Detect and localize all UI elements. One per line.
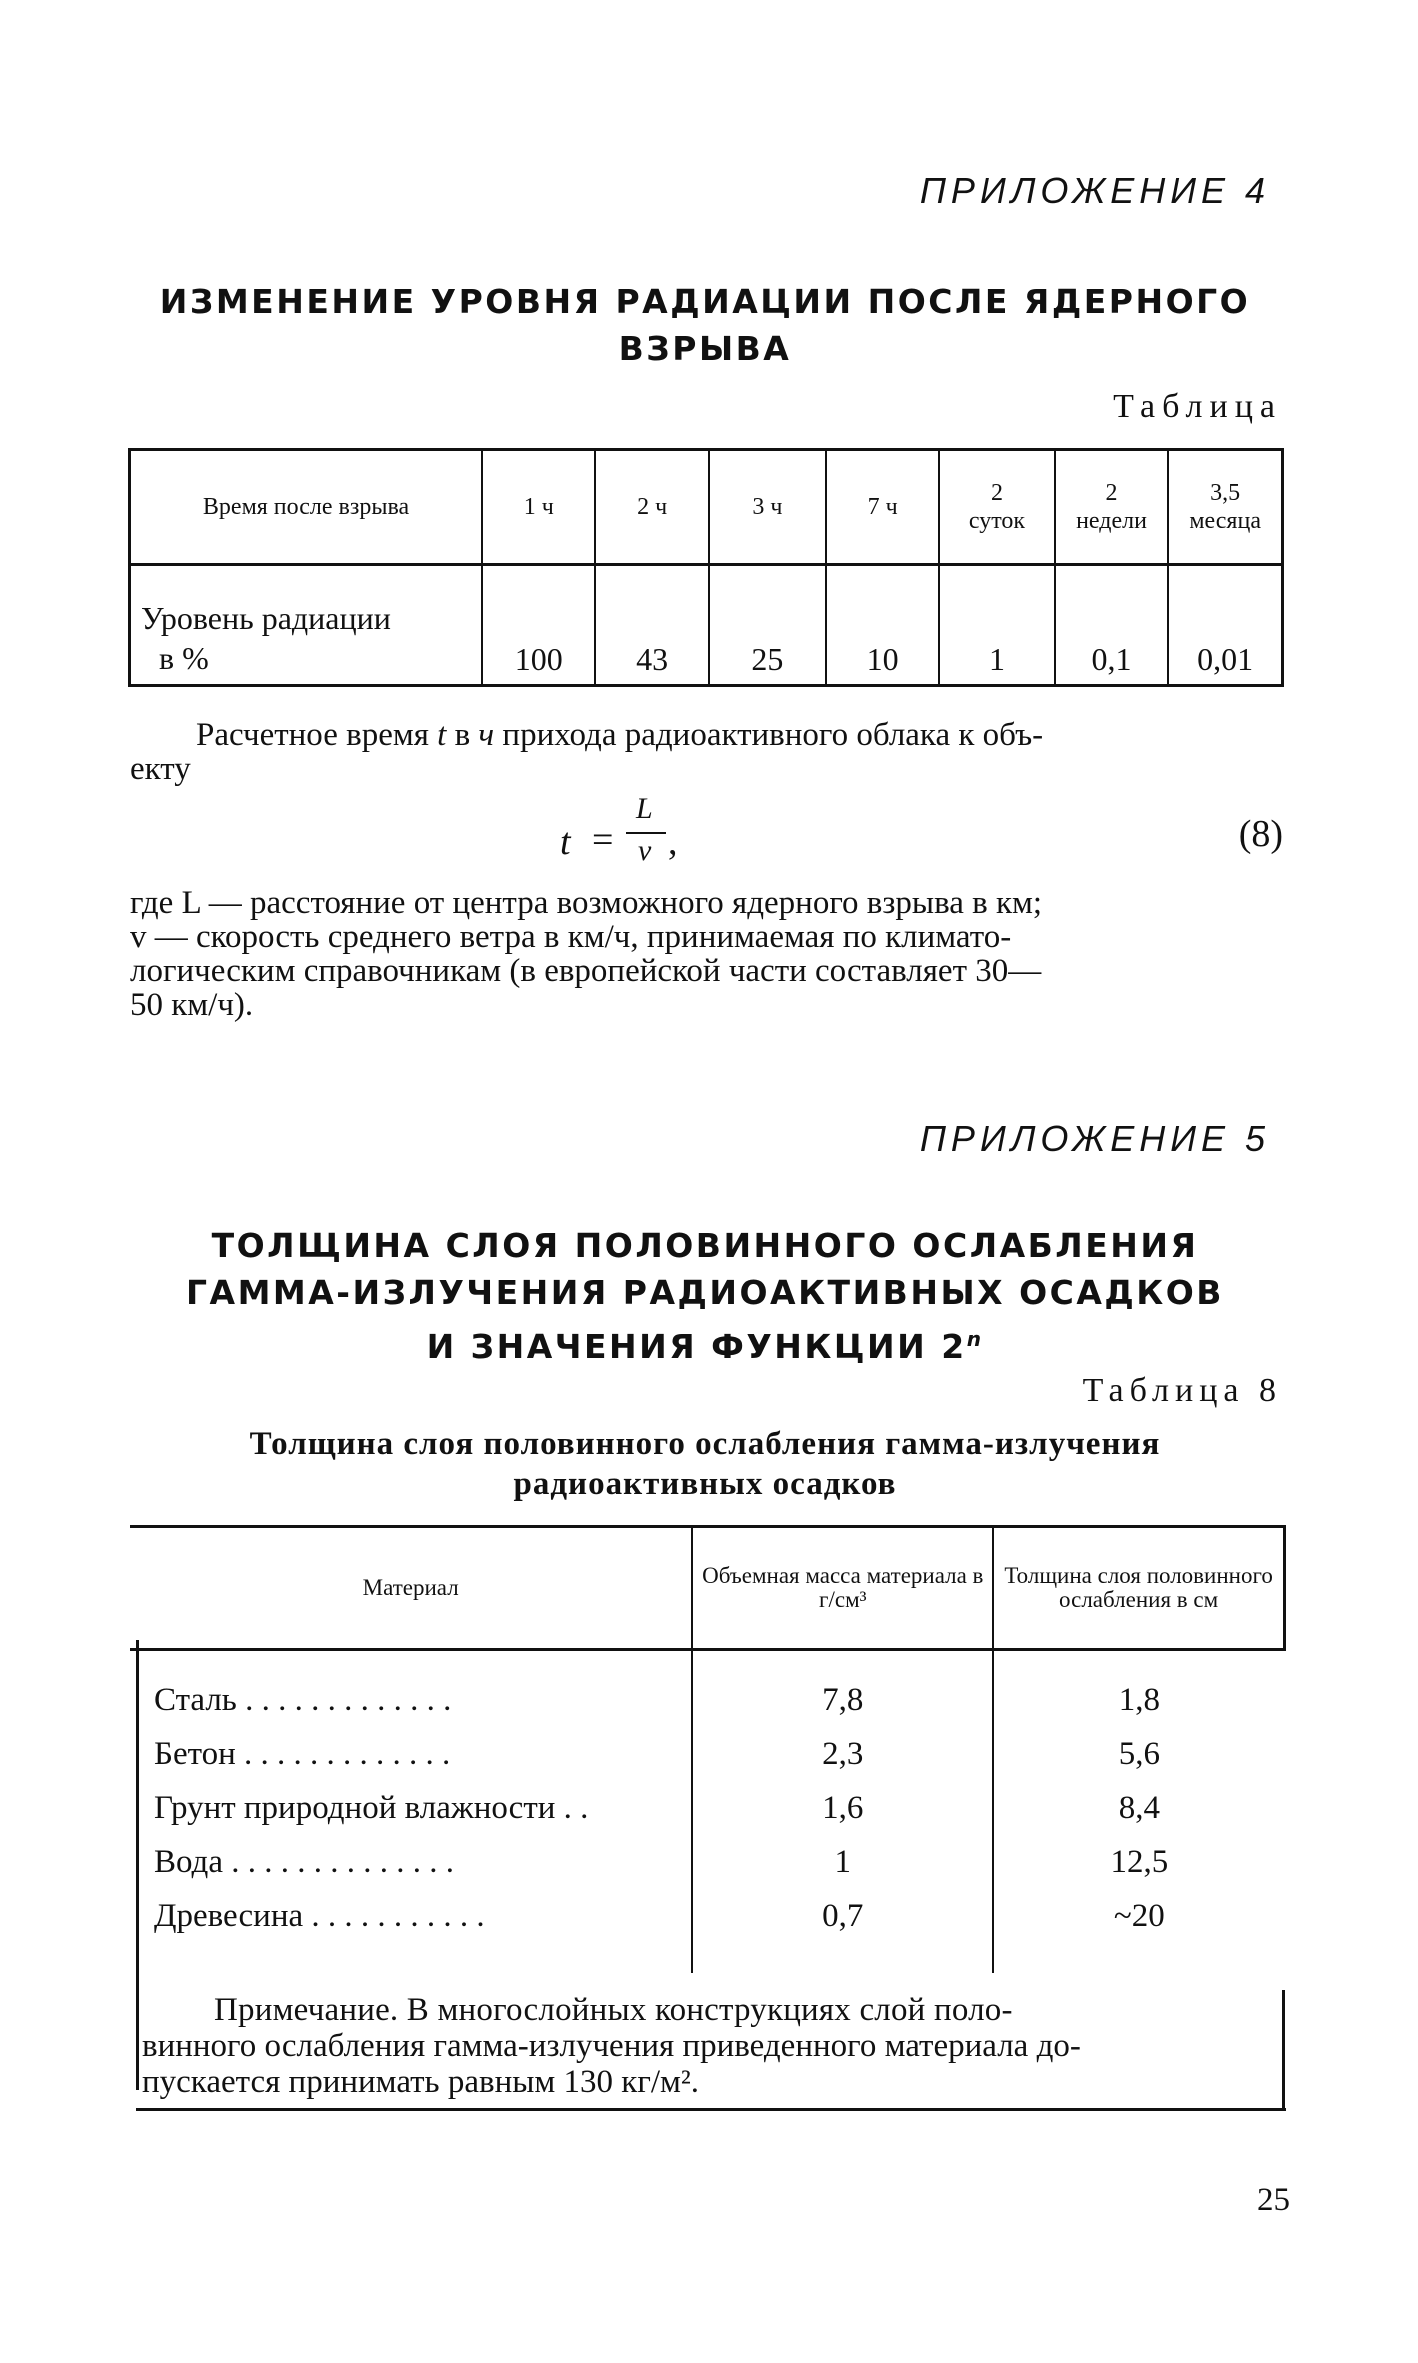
table-cell: 0,1 <box>1055 565 1169 686</box>
table-row <box>130 1781 1285 1835</box>
table-left-rule <box>136 1640 139 2090</box>
where-paragraph: где L — расстояние от центра возможного ядерного взрыва в км; v — скорость среднего ветра в км/ч, принимаемая по климато- логическим справочникам (в европейской части составляет 30— 50 км/ч). <box>130 885 1043 1023</box>
density-value: 2,3 <box>692 1727 993 1781</box>
table-header-row <box>130 1527 1285 1650</box>
thickness-value: 5,6 <box>993 1727 1284 1781</box>
density-value: 1 <box>692 1835 993 1889</box>
table-row <box>130 1650 1285 1728</box>
table-header-row <box>130 450 1283 565</box>
thickness-value: 8,4 <box>993 1781 1284 1835</box>
density-value: 7,8 <box>692 1650 993 1728</box>
header-cell: 3 ч <box>709 450 826 565</box>
half-attenuation-table <box>130 1525 1286 1973</box>
appendix-4-title-line2: ВЗРЫВА <box>618 329 792 368</box>
material-name: Грунт природной влажности . . <box>154 1789 589 1826</box>
header-cell: 3,5 месяца <box>1168 450 1282 565</box>
material-name: Бетон . . . . . . . . . . . . . <box>154 1735 451 1772</box>
table-cell: 1 <box>939 565 1054 686</box>
note-right-rule <box>1282 1990 1285 2108</box>
table-caption: Таблица <box>1113 388 1282 425</box>
table-cell: 10 <box>826 565 939 686</box>
appendix-4-title-line1: ИЗМЕНЕНИЕ УРОВНЯ РАДИАЦИИ ПОСЛЕ ЯДЕРНОГО <box>159 282 1251 321</box>
row-label-radiation-level: Уровень радиации в % <box>130 565 483 686</box>
radiation-level-table <box>128 448 1284 687</box>
appendix-5-label: ПРИЛОЖЕНИЕ 5 <box>919 1118 1270 1159</box>
table-8-title: Толщина слоя половинного ослабления гамма-излучения радиоактивных осадков <box>249 1426 1161 1502</box>
header-time-after-explosion: Время после взрыва <box>130 450 483 565</box>
table-cell: 25 <box>709 565 826 686</box>
header-cell: 2 недели <box>1055 450 1169 565</box>
thickness-value: 12,5 <box>993 1835 1284 1889</box>
appendix-4-label: ПРИЛОЖЕНИЕ 4 <box>919 170 1270 211</box>
header-cell: 2 суток <box>939 450 1054 565</box>
table-note: Примечание. В многослойных конструкциях слой поло- винного ослабления гамма-излучения приведенного материала до- пускается принимать равным 130 кг/м². <box>142 1992 1081 2100</box>
table-row <box>130 1835 1285 1889</box>
page-number: 25 <box>1257 2182 1290 2218</box>
header-cell: 2 ч <box>595 450 708 565</box>
table-cell: 43 <box>595 565 708 686</box>
formula-number: (8) <box>1238 813 1283 855</box>
header-cell: 7 ч <box>826 450 939 565</box>
header-density: Объемная масса материала в г/см³ <box>692 1527 993 1650</box>
table-cell: 0,01 <box>1168 565 1282 686</box>
table-cell: 100 <box>482 565 595 686</box>
density-value: 0,7 <box>692 1889 993 1973</box>
appendix-4-title <box>130 278 1280 372</box>
table-row <box>130 1727 1285 1781</box>
intro-paragraph: Расчетное время t в ч прихода радиоактивного облака к объ- екту <box>130 717 1044 787</box>
table-bottom-rule <box>136 2108 1286 2111</box>
material-name: Вода . . . . . . . . . . . . . . <box>154 1843 454 1880</box>
header-cell: 1 ч <box>482 450 595 565</box>
table-8-caption: Таблица 8 <box>1082 1372 1282 1409</box>
appendix-5-title: ТОЛЩИНА СЛОЯ ПОЛОВИННОГО ОСЛАБЛЕНИЯ ГАММА-ИЗЛУЧЕНИЯ РАДИОАКТИВНЫХ ОСАДКОВ И ЗНАЧЕНИЯ ФУНКЦИИ 2$^n$ <box>186 1226 1224 1366</box>
thickness-value: 1,8 <box>993 1650 1284 1728</box>
table-row <box>130 565 1283 686</box>
material-name: Сталь . . . . . . . . . . . . . <box>154 1681 452 1718</box>
thickness-value: ~20 <box>993 1889 1284 1973</box>
density-value: 1,6 <box>692 1781 993 1835</box>
header-thickness: Толщина слоя половинного ослабления в см <box>993 1527 1284 1650</box>
table-row <box>130 1889 1285 1973</box>
material-name: Древесина . . . . . . . . . . . <box>154 1897 485 1934</box>
header-material: Материал <box>130 1527 692 1650</box>
